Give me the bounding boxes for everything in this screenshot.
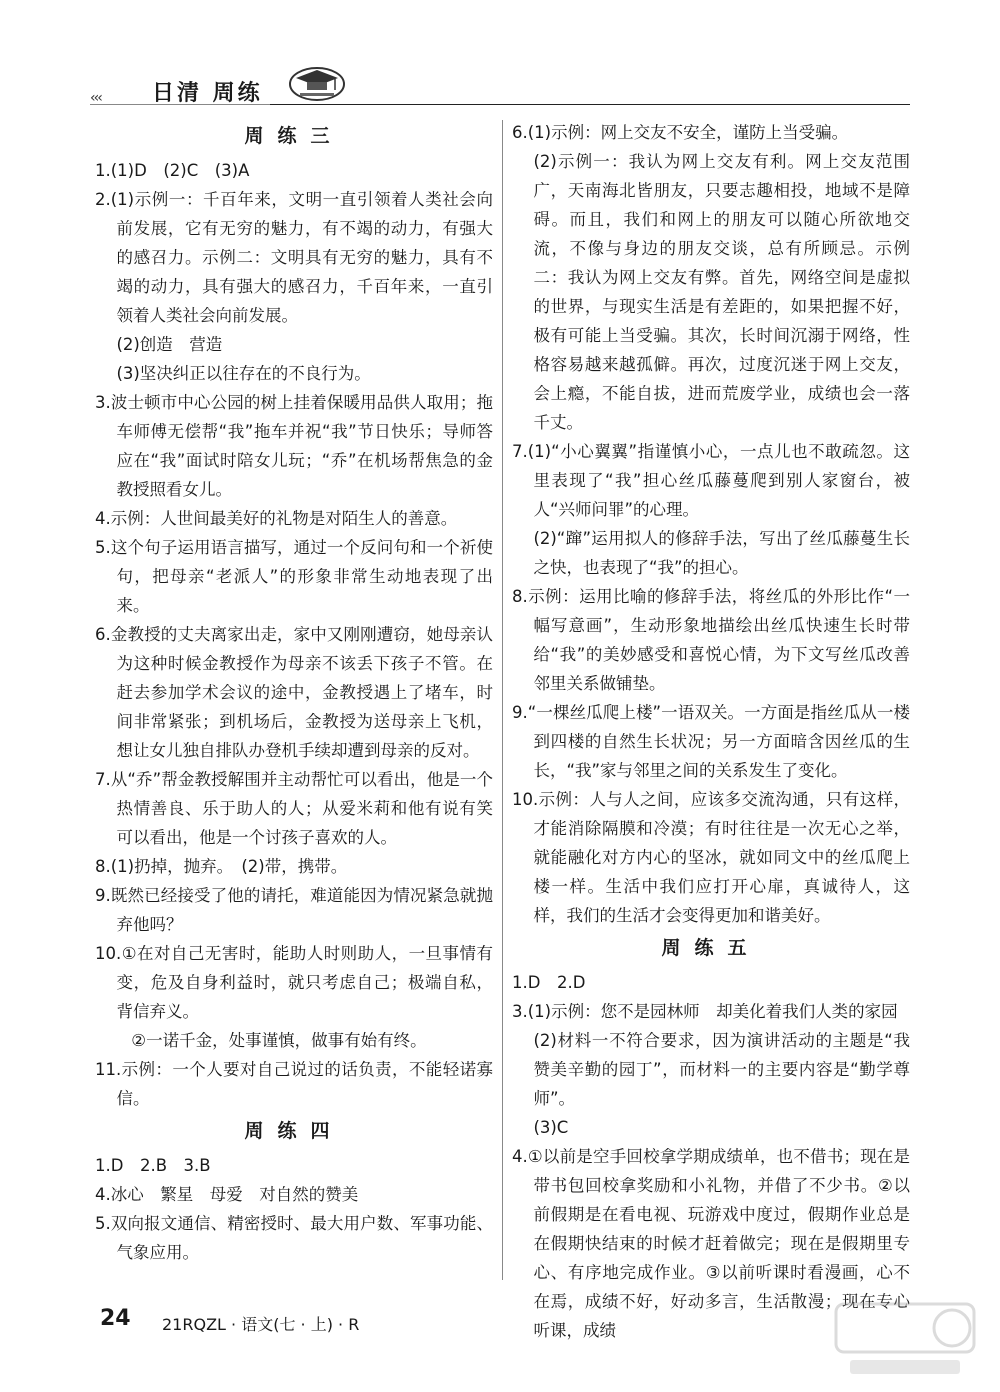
answer-item: 3.(1)示例：您不是园林师 却美化着我们人类的家园 [512, 1002, 898, 1021]
section-title: 周练三 [244, 125, 344, 147]
answer-item: 1.(1)D (2)C (3)A [95, 161, 250, 180]
answer-subitem: (3)C [533, 1118, 569, 1137]
answer-subitem: (2)“蹿”运用拟人的修辞手法，写出了丝瓜藤蔓生长之快，也表现了“我”的担心。 [533, 529, 910, 577]
answer-subitem: (2)创造 营造 [116, 335, 223, 354]
answer-item: 7.从“乔”帮金教授解围并主动帮忙可以看出，他是一个热情善良、乐于助人的人；从爱米莉和他有说有笑可以看出，他是一个讨孩子喜欢的人。 [95, 770, 493, 847]
section-title: 周练五 [661, 937, 761, 959]
answer-item: 7.(1)“小心翼翼”指谨慎小心，一点儿也不敢疏忽。这里表现了“我”担心丝瓜藤蔓爬到别人家窗台，被人“兴师问罪”的心理。 [512, 442, 910, 519]
page-footer [100, 1308, 500, 1338]
answer-item: 8.示例：运用比喻的修辞手法，将丝瓜的外形比作“一幅写意画”，生动形象地描绘出丝瓜快速生长时带给“我”的美妙感受和喜悦心情，为下文写丝瓜改善邻里关系做铺垫。 [512, 587, 910, 693]
header-rule [270, 104, 910, 105]
answer-item: 2.(1)示例一：千百年来，文明一直引领着人类社会向前发展，它有无穷的魅力，有不竭的动力，有强大的感召力。示例二：文明具有无穷的魅力，具有不竭的动力，具有强大的感召力，千百年来，一直引领着人类社会向前发展。 [95, 190, 493, 325]
answer-item: 5.双向报文通信、精密授时、最大用户数、军事功能、气象应用。 [95, 1214, 493, 1262]
page-header [90, 70, 910, 110]
answer-item: 6.(1)示例：网上交友不安全，谨防上当受骗。 [512, 123, 849, 142]
answer-item: 5.这个句子运用语言描写，通过一个反问句和一个祈使句，把母亲“老派人”的形象非常生动地表现了出来。 [95, 538, 493, 615]
answer-item: 9.“一棵丝瓜爬上楼”一语双关。一方面是指丝瓜从一楼到四楼的自然生长状况；另一方面暗含因丝瓜的生长，“我”家与邻里之间的关系发生了变化。 [512, 703, 910, 780]
page-number: 24 [100, 1306, 131, 1331]
header-rule-left [90, 104, 270, 105]
answer-item: 8.(1)扔掉，抛弃。 (2)带，携带。 [95, 857, 348, 876]
answer-item: 1.D 2.D [512, 973, 586, 992]
answer-item: 9.既然已经接受了他的请托，难道能因为情况紧急就抛弃他吗？ [95, 886, 493, 934]
answer-item: 10.示例：人与人之间，应该多交流沟通，只有这样，才能消除隔膜和冷漠；有时往往是一次无心之举，就能融化对方内心的坚冰，就如同文中的丝瓜爬上楼一样。生活中我们应打开心扉，真诚待人，这样，我们的生活才会变得更加和谐美好。 [512, 790, 910, 925]
answer-item: 11.示例：一个人要对自己说过的话负责，不能轻诺寡信。 [95, 1060, 493, 1108]
answer-subitem: (2)示例一：我认为网上交友有利。网上交友范围广，天南海北皆朋友，只要志趣相投，地域不是障碍。而且，我们和网上的朋友可以随心所欲地交流，不像与身边的朋友交谈，总有所顾忌。示例二：我认为网上交友有弊。首先，网络空间是虚拟的世界，与现实生活是有差距的，如果把握不好，极有可能上当受骗。其次，长时间沉溺于网络，性格容易越来越孤僻。再次，过度沉迷于网上交友，会上瘾，不能自拔，进而荒废学业，成绩也会一落千丈。 [533, 152, 910, 432]
answer-item: 4.冰心 繁星 母爱 对自然的赞美 [95, 1185, 359, 1204]
answer-subitem: (2)材料一不符合要求，因为演讲活动的主题是“我赞美辛勤的园丁”，而材料一的主要内容是“勤学尊师”。 [533, 1031, 910, 1108]
answer-subitem: (3)坚决纠正以往存在的不良行为。 [116, 364, 371, 383]
left-column [95, 118, 493, 1267]
answer-item: 6.金教授的丈夫离家出走，家中又刚刚遭窃，她母亲认为这种时候金教授作为母亲不该丢下孩子不管。在赶去参加学术会议的途中，金教授遇上了堵车，时间非常紧张；到机场后，金教授为送母亲上飞机，想让女儿独自排队办登机手续却遭到母亲的反对。 [95, 625, 493, 760]
column-divider [502, 120, 503, 1280]
right-column [512, 118, 910, 1345]
answer-subitem: ②一诺千金，处事谨慎，做事有始有终。 [131, 1031, 427, 1050]
answer-item: 3.波士顿市中心公园的树上挂着保暖用品供人取用；拖车师傅无偿帮“我”拖车并祝“我”节日快乐；导师答应在“我”面试时陪女儿玩；“乔”在机场帮焦急的金教授照看女儿。 [95, 393, 493, 499]
answer-item: 1.D 2.B 3.B [95, 1156, 211, 1175]
section-title: 周练四 [244, 1120, 344, 1142]
header-arrows: ‹‹‹ [90, 90, 101, 106]
book-code: 21RQZL · 语文(七 · 上) · R [162, 1315, 360, 1334]
graduation-cap-logo-icon [288, 62, 346, 102]
answer-item: 4.示例：人世间最美好的礼物是对陌生人的善意。 [95, 509, 458, 528]
header-title: 日清 周练 [152, 81, 263, 106]
watermark-stamp-icon [830, 1298, 980, 1382]
answer-item: 10.①在对自己无害时，能助人时则助人，一旦事情有变，危及自身利益时，就只考虑自己；极端自私，背信弃义。 [95, 944, 493, 1021]
answer-item: 4.①以前是空手回校拿学期成绩单，也不借书；现在是带书包回校拿奖励和小礼物，并借了不少书。②以前假期是在看电视、玩游戏中度过，假期作业总是在假期快结束的时候才赶着做完；现在是假期里专心、有序地完成作业。③以前听课时看漫画，心不在焉，成绩不好，好动多言，生活散漫；现在专心听课，成绩 [512, 1147, 910, 1340]
